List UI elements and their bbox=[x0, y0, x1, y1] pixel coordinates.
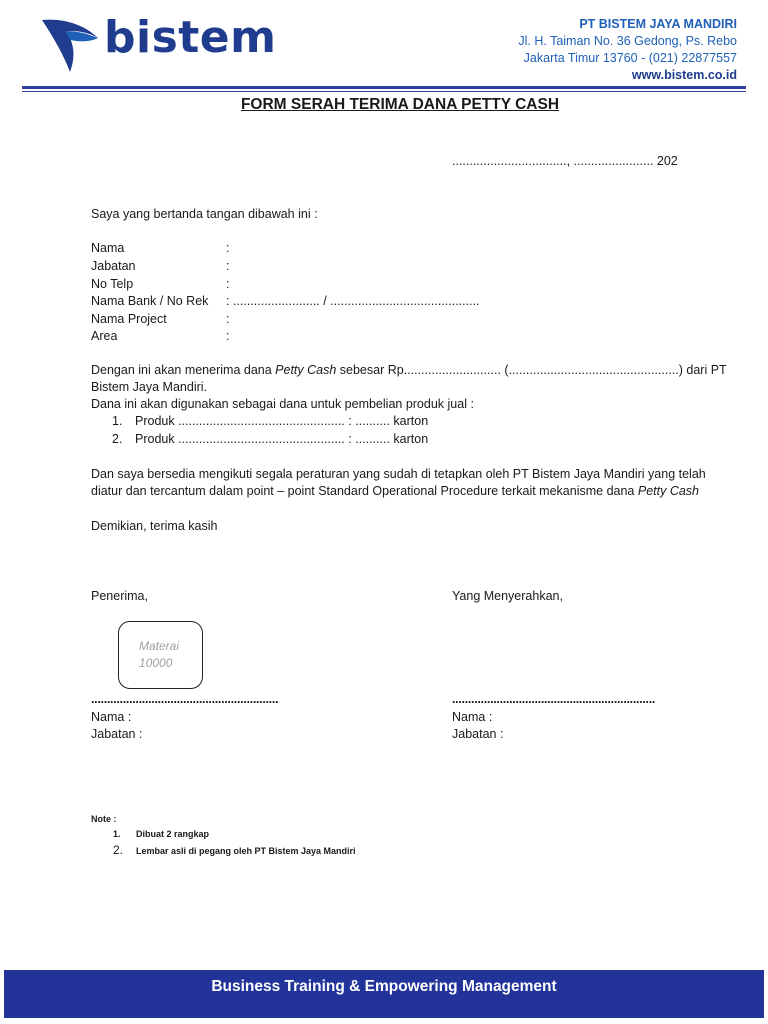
field-value-project: : bbox=[226, 312, 230, 326]
field-label-no-telp: No Telp bbox=[91, 277, 134, 291]
field-value-area: : bbox=[226, 329, 230, 343]
note-item-1: Dibuat 2 rangkap bbox=[136, 829, 210, 839]
statement-part3: sebesar Rp............................ (.................................................) dari PT bbox=[336, 363, 727, 377]
note-number-1: 1. bbox=[113, 829, 121, 839]
statement-line3: Dana ini akan digunakan sebagai dana untuk pembelian produk jual : bbox=[91, 397, 474, 411]
company-website: www.bistem.co.id bbox=[631, 68, 737, 82]
product-line-1: Produk ................................................ : .......... karton bbox=[135, 414, 429, 428]
giver-signature-line: ................................................................ bbox=[452, 692, 656, 706]
intro-text: Saya yang bertanda tangan dibawah ini : bbox=[91, 207, 318, 221]
field-value-jabatan: : bbox=[226, 259, 230, 273]
bistem-logo bbox=[40, 12, 277, 74]
field-label-area: Area bbox=[91, 329, 118, 343]
agreement-line2-text: diatur dan tercantum dalam point – point Standard Operational Procedure terkait mekanisme dana bbox=[91, 484, 638, 498]
field-label-bank: Nama Bank / No Rek bbox=[91, 294, 209, 308]
field-label-project: Nama Project bbox=[91, 312, 167, 326]
materai-stamp-box bbox=[118, 621, 203, 689]
header-rule-thick bbox=[22, 86, 746, 89]
closing-text: Demikian, terima kasih bbox=[91, 519, 218, 533]
recipient-name-label: Nama : bbox=[91, 710, 132, 724]
statement-line1 bbox=[91, 363, 727, 377]
company-name: PT BISTEM JAYA MANDIRI bbox=[579, 17, 737, 31]
recipient-signature-line: ........................................................... bbox=[91, 692, 279, 706]
stamp-value: 10000 bbox=[139, 656, 173, 670]
date-line: ................................., ....................... 202 bbox=[452, 154, 678, 168]
company-address-line1: Jl. H. Taiman No. 36 Gedong, Ps. Rebo bbox=[518, 34, 737, 48]
recipient-position-label: Jabatan : bbox=[91, 727, 143, 741]
form-title: FORM SERAH TERIMA DANA PETTY CASH bbox=[240, 96, 560, 113]
field-value-no-telp: : bbox=[226, 277, 230, 291]
agreement-line1: Dan saya bersedia mengikuti segala peraturan yang sudah di tetapkan oleh PT Bistem Jaya Mandiri yang telah bbox=[91, 467, 706, 481]
logo-swoosh-icon bbox=[40, 16, 102, 74]
statement-part1: Dengan ini akan menerima dana bbox=[91, 363, 276, 377]
giver-position-label: Jabatan : bbox=[452, 727, 504, 741]
header-rule-thin bbox=[22, 91, 746, 92]
product-line-2: Produk ................................................ : .......... karton bbox=[135, 432, 429, 446]
giver-title: Yang Menyerahkan, bbox=[452, 589, 563, 603]
field-label-jabatan: Jabatan bbox=[91, 259, 136, 273]
brand-wordmark: bistem bbox=[104, 12, 277, 63]
agreement-petty-cash: Petty Cash bbox=[637, 484, 699, 498]
agreement-line2 bbox=[91, 484, 699, 498]
field-label-nama: Nama bbox=[91, 241, 125, 255]
field-value-nama: : bbox=[226, 241, 230, 255]
giver-name-label: Nama : bbox=[452, 710, 493, 724]
footer-banner: Business Training & Empowering Management bbox=[4, 970, 764, 1018]
recipient-title: Penerima, bbox=[91, 589, 148, 603]
company-address-line2: Jakarta Timur 13760 - (021) 22877557 bbox=[523, 51, 737, 65]
company-info bbox=[518, 16, 737, 84]
note-item-2: Lembar asli di pegang oleh PT Bistem Jaya Mandiri bbox=[136, 846, 356, 856]
statement-petty-cash: Petty Cash bbox=[275, 363, 337, 377]
product-number-1: 1. bbox=[112, 414, 123, 428]
note-number-2: 2. bbox=[113, 843, 124, 857]
note-heading: Note : bbox=[91, 814, 117, 824]
field-value-bank: : ......................... / ........................................... bbox=[226, 294, 480, 308]
statement-line2: Bistem Jaya Mandiri. bbox=[91, 380, 208, 394]
stamp-label: Materai bbox=[139, 639, 180, 653]
product-number-2: 2. bbox=[112, 432, 123, 446]
